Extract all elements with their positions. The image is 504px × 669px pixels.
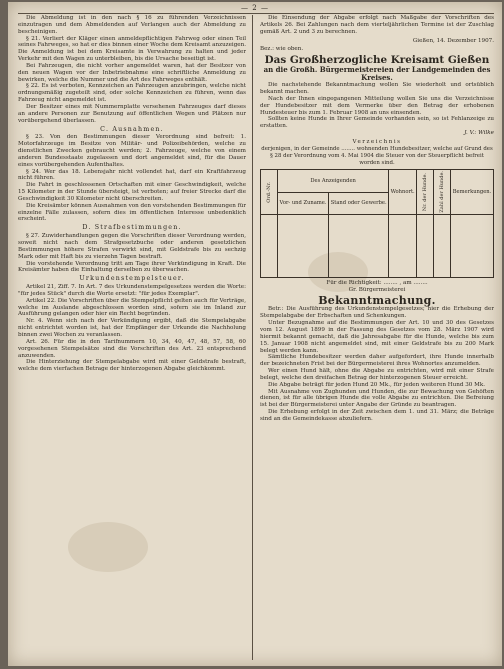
newspaper-page	[8, 2, 502, 666]
paragraph: § 22. Es ist verboten, Kennzeichen an Fahrzeugen anzubringen, welche nicht ordnungsmäßig zugeteilt sind, oder solche Kennzeichen zu führen, wenn das Fahrzeug nicht angemeldet ist.	[18, 83, 246, 104]
verzeichnis-title: Verzeichnis	[352, 138, 402, 145]
table-header-row	[261, 170, 494, 192]
paragraph: Art. 26. Für die in den Tarifnummern 10, 34, 40, 47, 48, 57, 58, 60 vorgesehenen Stempelsätze sind die Vorschriften des Art. 23 entsprechend anzuwenden.	[18, 338, 246, 359]
paragraph: Die Kreisämter können Ausnahmen von den vorstehenden Bestimmungen für einzelne Fälle zulassen, sofern dies im öffentlichen Interesse unbedenklich erscheint.	[18, 202, 246, 223]
register-table	[260, 169, 494, 278]
paragraph: § 24. Wer das 18. Lebensjahr nicht vollendet hat, darf ein Kraftfahrzeug nicht führen.	[18, 168, 246, 182]
table-note: Für die Richtigkeit: ........ , am ........	[326, 279, 428, 286]
table-header: Des Anzeigenden	[278, 170, 389, 192]
section-heading: C. Ausnahmen.	[100, 125, 164, 133]
paragraph: Unter Bezugnahme auf die Bestimmungen der Art. 10 und 30 des Gesetzes vom 12. August 1899 in der Fassung des Gesetzes vom 28. März 1907 wird hiermit bekannt gemacht, daß die Jahresabgabe für die Hunde, welche bis zum 15. Januar 1908 nicht angemeldet sind, mit einer Geldstrafe bis zu 200 Mark belegt werden kann.	[260, 320, 494, 354]
paragraph: Die vorstehende Verordnung tritt am Tage ihrer Verkündigung in Kraft. Die Kreisämter haben die Einhaltung derselben zu überwachen.	[18, 260, 246, 274]
paragraph: Nr. 4. Wenn sich nach der Verkündigung ergibt, daß die Stempelabgabe nicht entrichtet worden ist, hat der Empfänger der Urkunde die Nachholung binnen zwei Wochen zu veranlassen.	[18, 318, 246, 338]
table-header: Vor- und Zuname.	[278, 192, 329, 214]
paragraph: § 23. Von den Bestimmungen dieser Verordnung sind befreit: 1. Motorfahrzeuge im Besitze von Militär- und Polizeibehörden, welche zu dienstlichen Zwecken gebraucht werden; 2. Fahrzeuge, welche von einem anderen Bundesstaate zugelassen und dort angemeldet sind, für die Dauer eines vorübergehenden Aufenthaltes.	[18, 134, 246, 168]
signature-line: Bez.: wie oben.	[260, 46, 304, 53]
paragraph: Die Einsendung der Abgabe erfolgt nach Maßgabe der Vorschriften des Artikels 26. Bei Zahlungen nach dem vierteljährlichen Termine ist der Zuschlag gemäß Art. 2 und 3 zu berechnen.	[260, 15, 494, 35]
paragraph: Betr.: Die Ausführung des Urkundenstempelgesetzes; hier die Erhebung der Stempelabgabe der Erbschaften und Schenkungen.	[260, 306, 494, 320]
section-heading: D. Strafbestimmungen.	[82, 224, 182, 232]
paragraph: Die nachstehende Bekanntmachung wollen Sie wiederholt und ortsüblich bekannt machen.	[260, 82, 494, 96]
paragraph: Mit Ausnahme von Zughunden und Hunden, die zur Bewachung von Gehöften dienen, ist für alle übrigen Hunde die volle Abgabe zu entrichten. Die Befreiung ist bei der Bürgermeisterei unter Angabe der Gründe zu beantragen.	[260, 388, 494, 409]
paragraph: Die Fahrt in geschlossenen Ortschaften mit einer Geschwindigkeit, welche 15 Kilometer in der Stunde übersteigt, ist verboten; auf freier Strecke darf die Geschwindigkeit 30 Kilometer nicht überschreiten.	[18, 182, 246, 202]
subheadline: an die Großh. Bürgermeistereien der Landgemeinden des Kreises.	[263, 65, 491, 83]
table-signature: Gr. Bürgermeisterei	[348, 286, 406, 293]
paragraph: Bei Fahrzeugen, die nicht vorher angemeldet waren, hat der Besitzer von den neuen Wagen vor der Inbetriebnahme eine schriftliche Anmeldung zu bewirken, welche die Nummer und die Art des Fahrweges enthält.	[18, 62, 246, 83]
paragraph: Artikel 21, Ziff. 7. In Art. 7 des Urkundenstempelgesetzes werden die Worte: "für jedes Stück" durch die Worte ersetzt: "für jedes Exemplar".	[18, 284, 246, 297]
date-line: Gießen, 14. Dezember 1907.	[412, 37, 494, 44]
table-header: Ord.-Nr.	[261, 170, 278, 215]
signature: J. V.: Wilke	[464, 130, 494, 137]
table-header: Wohnort.	[389, 170, 417, 215]
table-row	[261, 214, 494, 277]
paragraph: Nach der Ihnen eingegangenen Mitteilung wollen Sie uns die Verzeichnisse der Hundebesitzer mit dem Vermerke über den Betrag der erhobenen Hundesteuer bis zum 1. Februar 1908 an uns einsenden.	[260, 95, 494, 116]
paragraph: Die Hinterziehung der Stempelabgabe wird mit einer Geldstrafe bestraft, welche dem vierfachen Betrage der hinterzogenen Abgabe gleichkommt.	[18, 359, 246, 373]
paragraph: Die Abgabe beträgt für jeden Hund 20 Mk., für jeden weiteren Hund 30 Mk.	[268, 381, 486, 388]
right-column	[260, 15, 494, 662]
paragraph: § 27. Zuwiderhandlungen gegen die Vorschriften dieser Verordnung werden, soweit nicht nach dem Strafgesetzbuche oder anderen gesetzlichen Bestimmungen höhere Strafen verwirkt sind, mit Geldstrafe bis zu sechzig Mark oder mit Haft bis zu vierzehn Tagen bestraft.	[18, 233, 246, 260]
column-divider	[252, 15, 253, 660]
headline: Das Großherzogliche Kreisamt Gießen	[264, 54, 490, 67]
table-header: Stand oder Gewerbe.	[329, 192, 389, 214]
announcement-heading: Bekanntmachung.	[318, 293, 436, 307]
left-column	[18, 15, 246, 662]
paragraph: Der Besitzer eines mit Nummernplatte versehenen Fahrzeuges darf dieses an andere Personen zur Benutzung auf öffentlichen Wegen und Plätzen nur vorübergehend überlassen.	[18, 103, 246, 124]
paragraph: Sämtliche Hundebesitzer werden daher aufgefordert, ihre Hunde innerhalb der bezeichneten Frist bei der Bürgermeisterei ihres Wohnortes anzumelden.	[260, 354, 494, 368]
paragraph: Die Erhebung erfolgt in der Zeit zwischen dem 1. und 31. März; die Beträge sind an die Gemeindekasse abzuliefern.	[260, 409, 494, 422]
paragraph: Sollten keine Hunde in Ihrer Gemeinde vorhanden sein, so ist Fehlanzeige zu erstatten.	[260, 116, 494, 130]
page-number: — 2 —	[241, 4, 269, 12]
verzeichnis-subtitle: derjenigen, in der Gemeinde ........ wohnenden Hundebesitzer, welche auf Grund des § 28 der Verordnung vom 4. Mai 1904 die Steuer von der Steuerpflicht befreit worden sind.	[261, 145, 493, 166]
table-header: Bemerkungen.	[451, 170, 494, 215]
paragraph: Artikel 22. Die Vorschriften über die Stempelpflicht gelten auch für Verträge, welche im Auslande abgeschlossen worden sind, sofern sie im Inland zur Ausführung gelangen oder hier ein Recht begründen.	[18, 297, 246, 318]
paragraph: § 21. Verliert der Kläger einen anmeldepflichtigen Fahrweg oder einen Teil seines Fahrweges, so hat er dies binnen einer Woche dem Kreisamt anzuzeigen. Die Anmeldung ist bei dem Kreisamte in Verwahrung zu halten und jeder Verkehr mit den Wagen zu unterbleiben, bis die Ursache beseitigt ist.	[18, 35, 246, 63]
table-header: Zahl der Hunde.	[434, 170, 451, 215]
section-heading: Urkundenstempelsteuer.	[79, 275, 185, 283]
header-rule	[18, 13, 494, 14]
paragraph: Die Abmeldung ist in den nach § 16 zu führenden Verzeichnissen einzutragen und dem Abmeldenden auf Verlangen auch der Abmeldung zu bescheinigen.	[18, 15, 246, 35]
paragraph: Wer einen Hund hält, ohne die Abgabe zu entrichten, wird mit einer Strafe belegt, welche den dreifachen Betrag der hinterzogenen Steuer erreicht.	[260, 368, 494, 381]
table-header: Nr. der Hunde.	[417, 170, 434, 215]
